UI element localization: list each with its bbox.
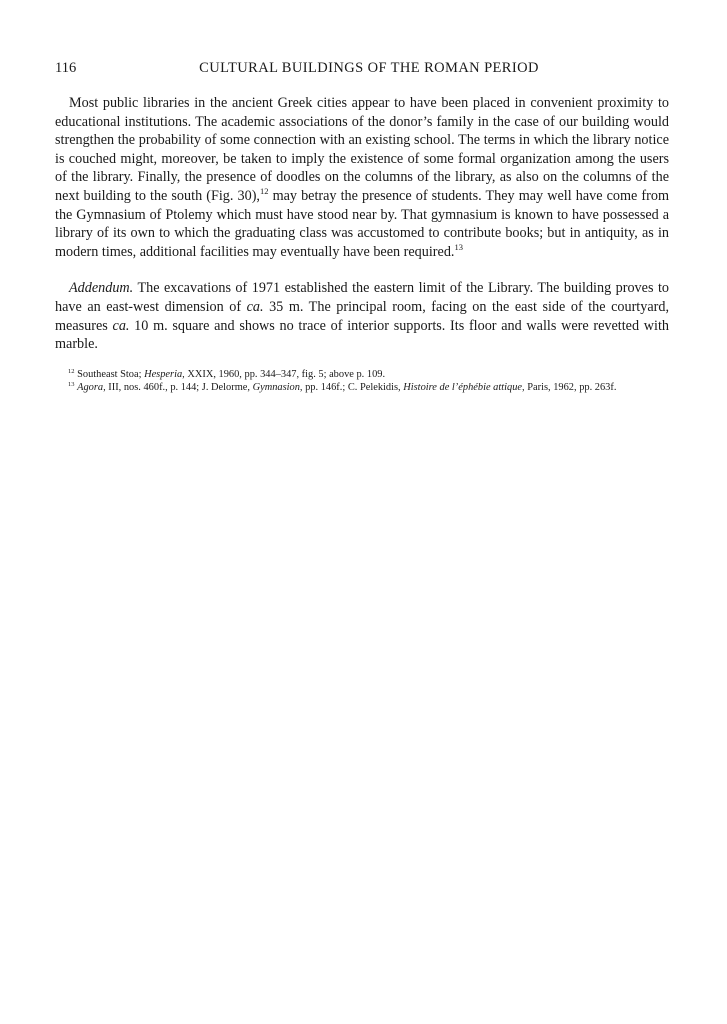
paragraph-1-text-a: Most public libraries in the ancient Greek cities appear to have been placed in convenient proximity to educational institutions. The academic associations of the donor’s family in the case of our building would strengthen the probability of some connection with an existing school. The terms in which the library notice is couched might, moreover, be taken to imply the existence of some formal organization among the users of the library. Finally, the presence of doodles on the columns of the library, as also on the columns of the next building to the south (Fig. 30), — [55, 95, 669, 204]
footnote-text: Paris, 1962, pp. 263f. — [524, 382, 617, 394]
addendum-ca-1: ca. — [246, 298, 264, 315]
footnote-italic: Gymnasion, — [252, 382, 303, 394]
addendum-text-b: 35 m. The principal room, facing on the east side of the courtyard, measures — [55, 298, 669, 334]
body-paragraph-addendum — [55, 279, 669, 353]
body-paragraph-1 — [55, 94, 669, 261]
footnote-12 — [55, 368, 669, 381]
footnote-text: Southeast Stoa; — [74, 368, 145, 380]
running-head: CULTURAL BUILDINGS OF THE ROMAN PERIOD — [199, 60, 539, 76]
footnote-mark: 12 — [68, 367, 75, 375]
footnote-italic: Agora, — [77, 382, 106, 394]
footnotes — [55, 368, 669, 395]
page-number: 116 — [55, 60, 77, 76]
footnote-13 — [55, 381, 669, 394]
page — [55, 58, 669, 395]
footnote-italic: Hesperia, — [144, 368, 185, 380]
addendum-label: Addendum. — [69, 280, 134, 297]
footnote-text: pp. 146f.; C. Pelekidis, — [302, 382, 404, 394]
footnote-ref-12: 12 — [259, 185, 269, 196]
addendum-text-c: 10 m. square and shows no trace of interior supports. Its floor and walls were revetted with marble. — [55, 317, 669, 353]
page-header — [55, 58, 669, 78]
footnote-italic: Histoire de l’éphébie attique, — [403, 382, 525, 394]
addendum-ca-2: ca. — [112, 317, 130, 334]
footnote-text: XXIX, 1960, pp. 344–347, fig. 5; above p. 109. — [184, 368, 386, 380]
footnote-ref-13: 13 — [454, 241, 463, 252]
addendum-text-a: The excavations of 1971 established the eastern limit of the Library. The building proves to have an east-west dimension of — [55, 280, 669, 315]
footnote-text: III, nos. 460f., p. 144; J. Delorme, — [105, 382, 253, 394]
footnote-mark: 13 — [68, 381, 75, 389]
paragraph-1-text-b: may betray the presence of students. They may well have come from the Gymnasium of Ptolemy which must have stood near by. That gymnasium is known to have possessed a library of its own to which the graduating class was accustomed to contribute books; but in antiquity, as in modern times, additional facilities may eventually have been required. — [55, 187, 669, 260]
